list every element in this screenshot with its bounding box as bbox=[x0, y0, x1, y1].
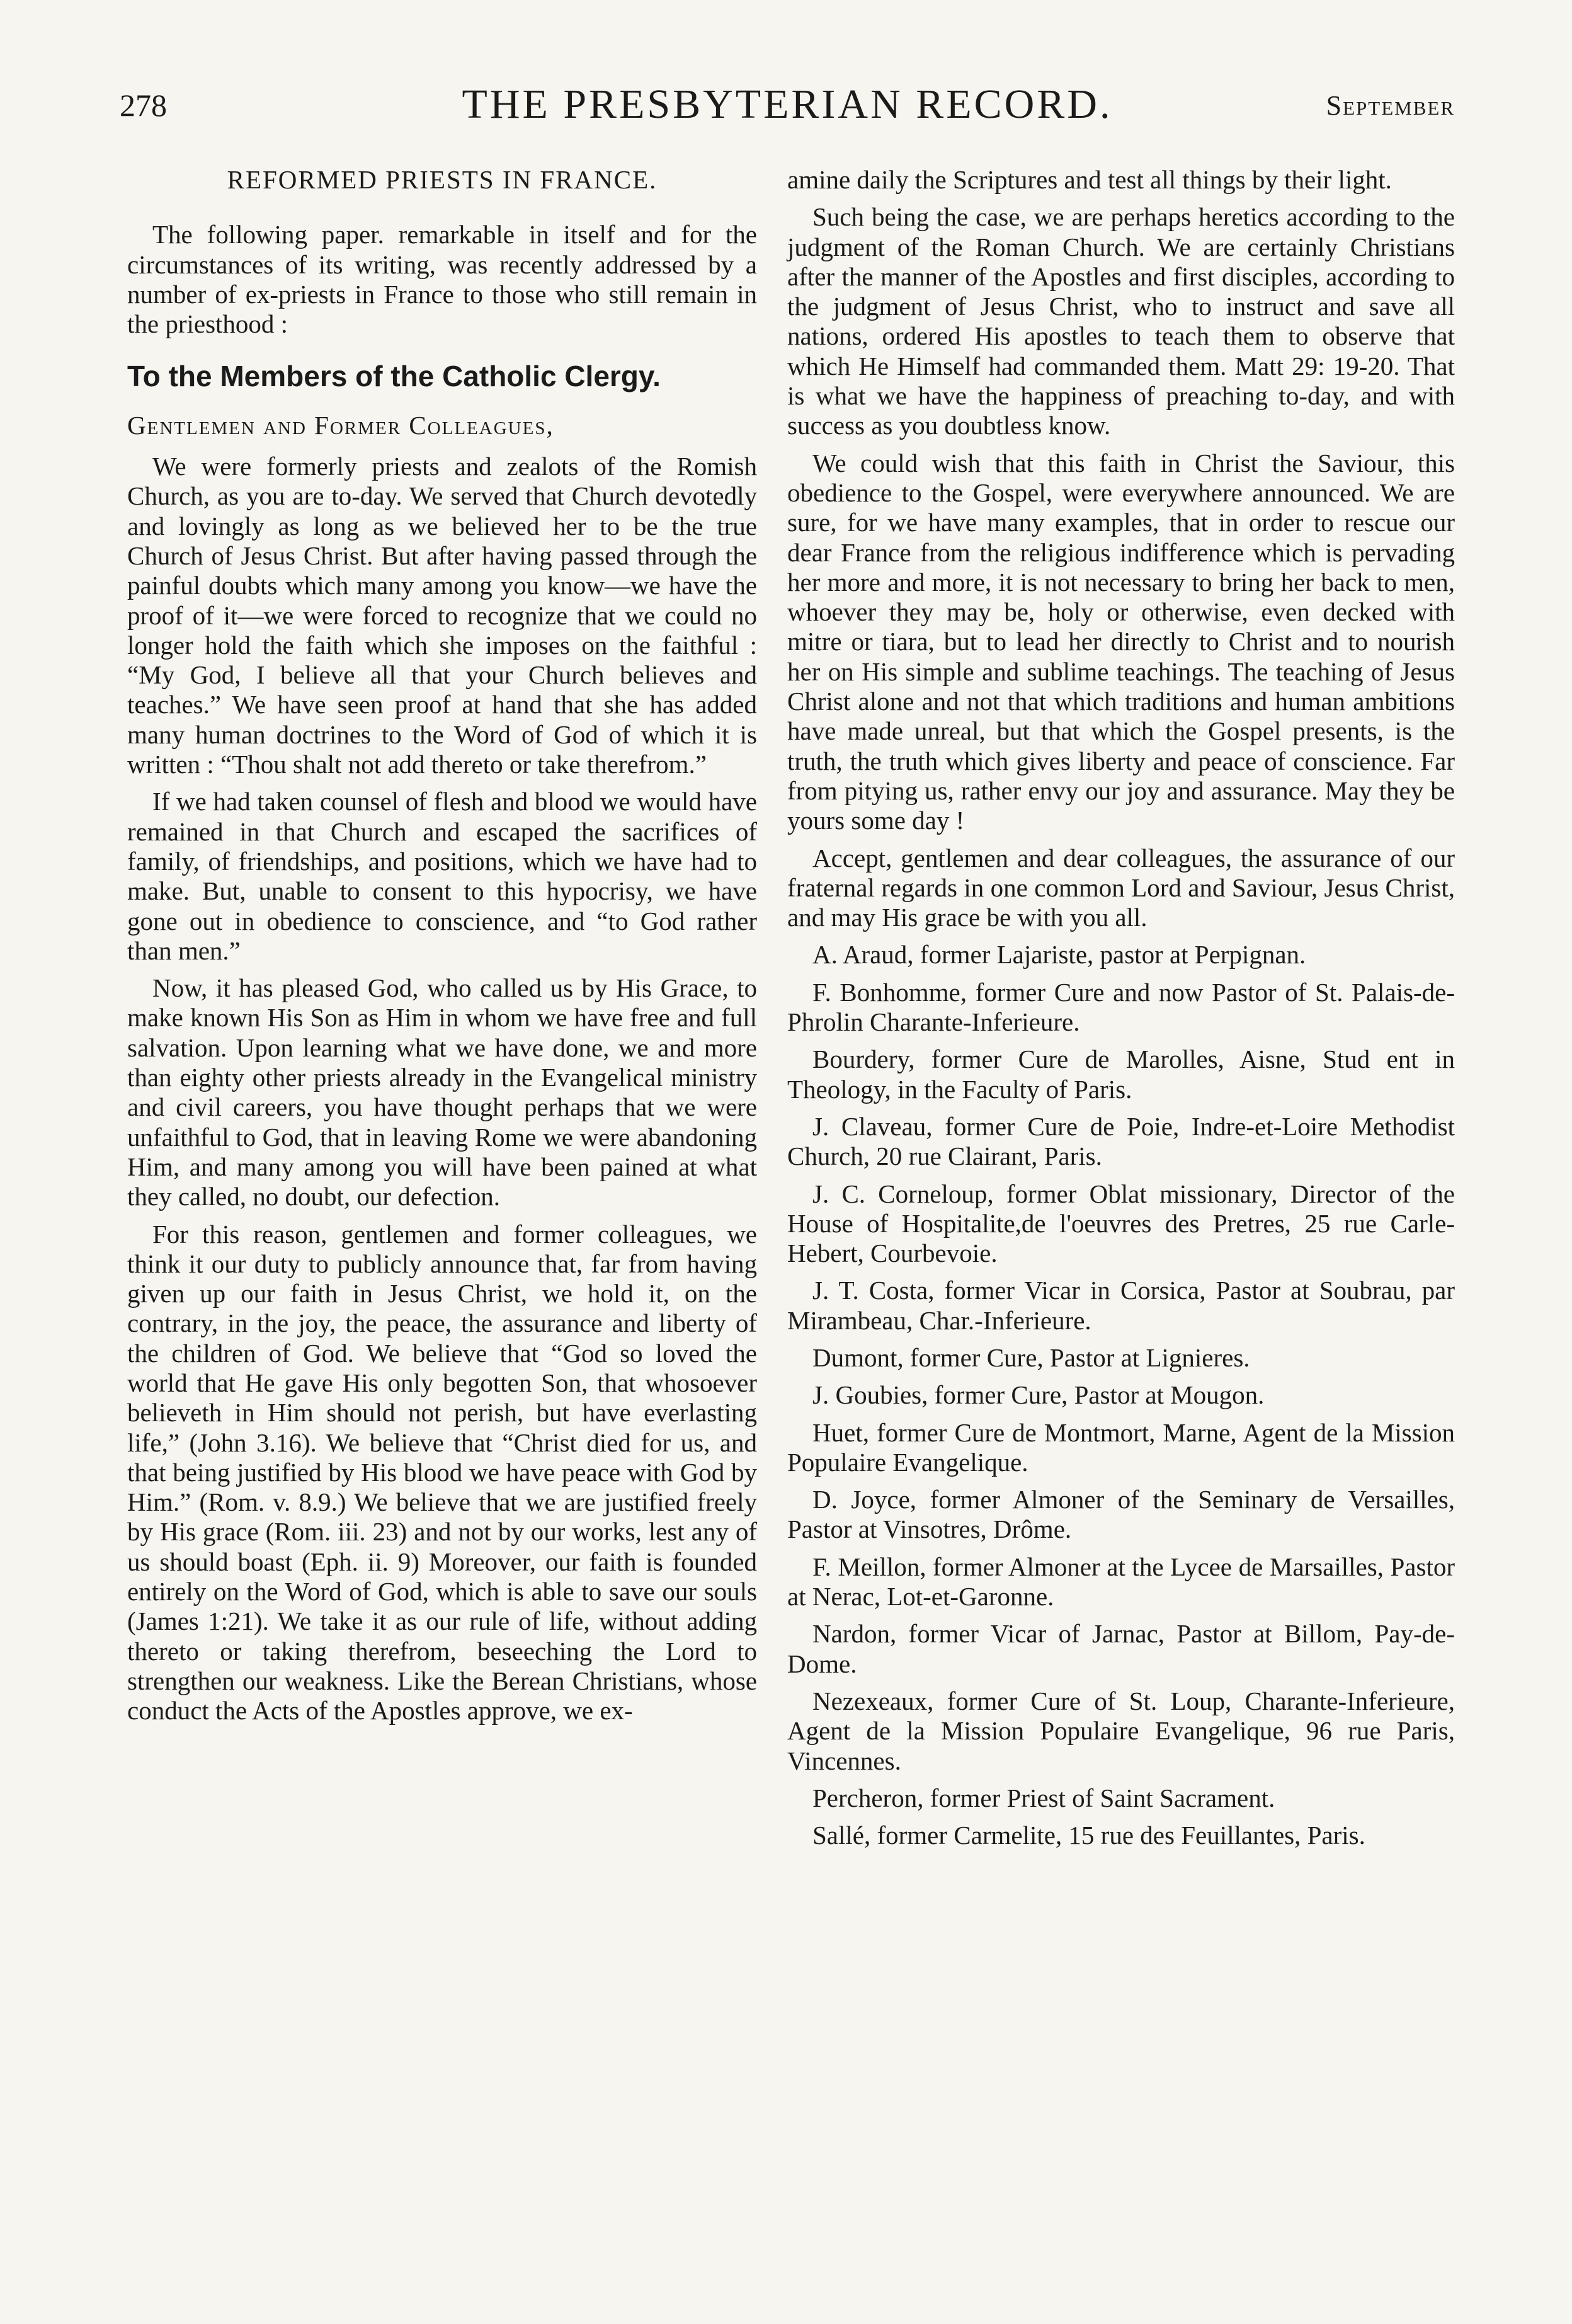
signatory: Nezexeaux, former Cure of St. Loup, Charante-Inferieure, Agent de la Mission Populaire Evangelique, 96 rue Paris, Vincennes. bbox=[787, 1686, 1455, 1775]
journal-title: THE PRESBYTERIAN RECORD. bbox=[462, 81, 1113, 127]
signatory: J. Claveau, former Cure de Poie, Indre-et-Loire Methodist Church, 20 rue Clairant, Paris. bbox=[787, 1111, 1455, 1171]
signatory: J. Goubies, former Cure, Pastor at Mougon. bbox=[812, 1380, 1265, 1410]
signatory: Bourdery, former Cure de Marolles, Aisne, Stud ent in Theology, in the Faculty of Paris. bbox=[787, 1045, 1455, 1104]
left-column bbox=[127, 165, 757, 1734]
signatory: Dumont, former Cure, Pastor at Lignieres. bbox=[812, 1342, 1250, 1372]
body-paragraph: We could wish that this faith in Christ the Saviour, this obedience to the Gospel, were everywhere announced. We are sure, for we have many examples, that in order to rescue our dear France from the religious indifference which is pervading her more and more, it is not necessary to bring her back to men, whoever they may be, holy or otherwise, even decked with mitre or tiara, but to lead her directly to Christ and to nourish her on His simple and sublime teachings. The teaching of Jesus Christ alone and not that which traditions and human ambitions have made unreal, but that which the Gospel presents, is the truth, the truth which gives liberty and peace of conscience. Far from pitying us, rather envy our joy and assurance. May they be yours some day ! bbox=[787, 448, 1455, 835]
signatory-list bbox=[787, 940, 1455, 1850]
intro-paragraph: The following paper. remarkable in itself and for the circumstances of its writing, was recently addressed by a number of ex-priests in France to those who still remain in the priesthood : bbox=[127, 220, 757, 339]
right-column bbox=[787, 165, 1455, 1858]
letter-heading: To the Members of the Catholic Clergy. bbox=[127, 360, 661, 393]
body-paragraph: For this reason, gentlemen and former colleagues, we think it our duty to publicly announce that, far from having given up our faith in Jesus Christ, we hold it, on the contrary, in the joy, the peace, the assurance and liberty of the children of God. We believe that “God so loved the world that He gave His only begotten Son, that whosoever believeth in Him should not perish, but have everlasting life,” (John 3.16). We believe that “Christ died for us, and that being justified by His blood we have peace with God by Him.” (Rom. v. 8.9.) We believe that we are justified freely by His grace (Rom. iii. 23) and not by our works, lest any of us should boast (Eph. ii. 9) Moreover, our faith is founded entirely on the Word of God, which is able to save our souls (James 1:21). We take it as our rule of life, without adding thereto or taking therefrom, beseeching the Lord to strengthen our weakness. Like the Berean Christians, whose conduct the Acts of the Apostles approve, we ex- bbox=[127, 1219, 757, 1726]
signatory: F. Meillon, former Almoner at the Lycee de Marsailles, Pastor at Nerac, Lot-et-Garonne. bbox=[787, 1552, 1455, 1611]
body-paragraph: Now, it has pleased God, who called us by His Grace, to make known His Son as Him in whom we have free and full salvation. Upon learning what we have done, we and more than eighty other priests already in the Evangelical ministry and civil careers, you have thought perhaps that we were unfaithful to God, that in leaving Rome we were abandoning Him, and many among you will have been pained at what they called, no doubt, our defection. bbox=[127, 973, 757, 1211]
signatory: Sallé, former Carmelite, 15 rue des Feuillantes, Paris. bbox=[812, 1821, 1365, 1850]
page-number: 278 bbox=[120, 88, 167, 123]
signatory: Nardon, former Vicar of Jarnac, Pastor at Billom, Pay-de-Dome. bbox=[787, 1619, 1455, 1678]
month-label: September bbox=[1326, 90, 1455, 121]
signatory: J. T. Costa, former Vicar in Corsica, Pastor at Soubrau, par Mirambeau, Char.-Inferieure. bbox=[787, 1276, 1455, 1335]
signatory: A. Araud, former Lajariste, pastor at Perpignan. bbox=[812, 940, 1306, 970]
running-header bbox=[120, 81, 1455, 137]
body-paragraph: amine daily the Scriptures and test all things by their light. bbox=[787, 165, 1392, 194]
signatory: F. Bonhomme, former Cure and now Pastor of St. Palais-de-Phrolin Charante-Inferieure. bbox=[787, 977, 1455, 1037]
body-paragraph: Such being the case, we are perhaps heretics according to the judgment of the Roman Church. We are certainly Christians after the manner of the Apostles and first disciples, according to the judgment of Jesus Christ, who to instruct and save all nations, ordered His apostles to teach them to observe that which He Himself had commanded them. Matt 29: 19-20. That is what we have the happiness of preaching to-day, and with success as you doubtless know. bbox=[787, 202, 1455, 440]
signatory: D. Joyce, former Almoner of the Seminary de Versailles, Pastor at Vinsotres, Drôme. bbox=[787, 1485, 1455, 1544]
signatory: Percheron, former Priest of Saint Sacrament. bbox=[812, 1783, 1275, 1812]
article-title: REFORMED PRIESTS IN FRANCE. bbox=[227, 165, 658, 194]
signatory: Huet, former Cure de Montmort, Marne, Agent de la Mission Populaire Evangelique. bbox=[787, 1417, 1455, 1477]
salutation: Gentlemen and Former Colleagues, bbox=[127, 410, 554, 440]
body-paragraph: We were formerly priests and zealots of the Romish Church, as you are to-day. We served that Church devotedly and lovingly as long as we believed her to be the true Church of Jesus Christ. But after having passed through the painful doubts which many among you know—we have the proof of it—we were forced to recognize that we could no longer hold the faith which she imposes on the faithful : “My God, I believe all that your Church believes and teaches.” We have seen proof at hand that she has added many human doctrines to the Word of God of which it is written : “Thou shalt not add thereto or take therefrom.” bbox=[127, 452, 757, 779]
body-paragraph: If we had taken counsel of flesh and blood we would have remained in that Church and escaped the sacrifices of family, of friendships, and positions, which we have had to make. But, unable to consent to this hypocrisy, we have gone out in obedience to conscience, and “to God rather than men.” bbox=[127, 787, 757, 965]
signatory: J. C. Corneloup, former Oblat missionary, Director of the House of Hospitalite,de l'oeuvres des Pretres, 25 rue Carle-Hebert, Courbevoie. bbox=[787, 1179, 1455, 1268]
body-paragraph: Accept, gentlemen and dear colleagues, the assurance of our fraternal regards in one common Lord and Saviour, Jesus Christ, and may His grace be with you all. bbox=[787, 843, 1455, 932]
